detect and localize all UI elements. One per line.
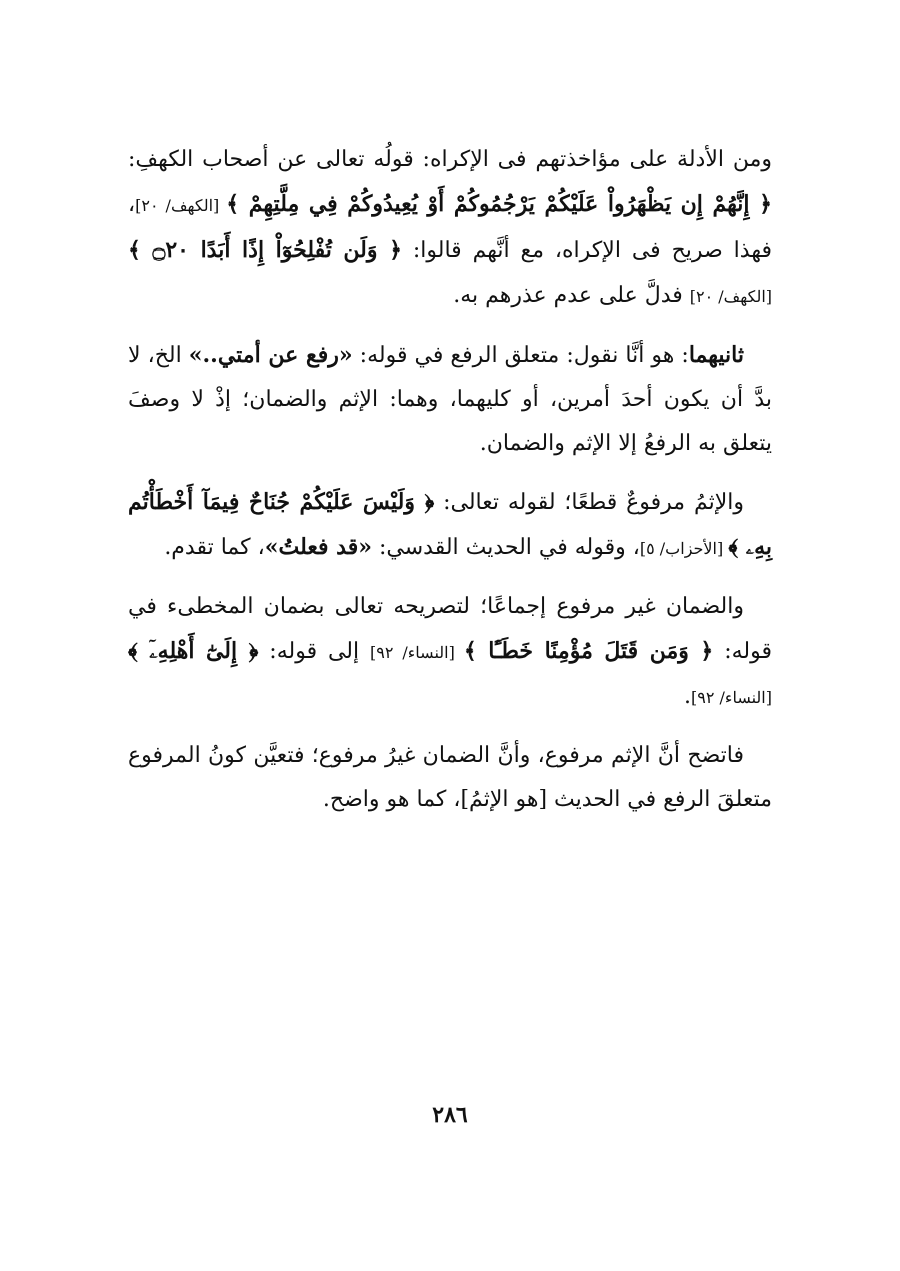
paragraph-5-text-a: فاتضح أنَّ الإثم مرفوع، وأنَّ الضمان غيرُ مرفوع؛ فتعيَّن كونُ المرفوع متعلقَ الرفع في الحديث [هو الإثمُ]، كما هو واضح.: [128, 743, 772, 812]
hadith-quote: «رفع عن أمتي..»: [188, 342, 353, 368]
paragraph-3-text-c: ، كما تقدم.: [164, 535, 265, 560]
page-number: ٢٨٦: [432, 1102, 468, 1128]
paragraph-4-text-b: إلى قوله:: [258, 639, 370, 664]
page-body: [128, 138, 772, 836]
paragraph-1-text-a: ومن الأدلة على مؤاخذتهم فى الإكراه: قولُه تعالى عن أصحاب الكهفِ:: [128, 147, 772, 172]
paragraph-3: [128, 480, 772, 571]
paragraph-4-text-a: والضمان غير مرفوع إجماعًا؛ لتصريحه تعالى بضمان المخطىء في قوله:: [128, 594, 772, 664]
paragraph-3-text-a: والإثمُ مرفوعٌ قطعًا؛ لقوله تعالى:: [434, 490, 744, 515]
paragraph-2-text-a: : هو أنَّا نقول: متعلق الرفع في قوله:: [352, 343, 689, 368]
paragraph-5: [128, 734, 772, 822]
verse-reference: [النساء/ ٩٢]: [691, 688, 772, 707]
paragraph-2-lead: ثانيهما: [688, 342, 744, 368]
quran-verse-ahzab-5: ﴿ وَلَيْسَ عَلَيْكُمْ جُنَاحٌ فِيمَآ أَخْطَأْتُم بِهِۦ ﴾: [128, 489, 772, 560]
quran-verse-nisa-92a: ﴿ وَمَن قَتَلَ مُؤْمِنًا خَطَـًٔا ﴾: [463, 638, 714, 664]
paragraph-4: [128, 585, 772, 720]
verse-reference: [الأحزاب/ ٥]: [639, 539, 729, 558]
paragraph-2-text-b: الخ، لا بدَّ أن يكون أحدَ أمرين، أو كليهما، وهما: الإثم والضمان؛ إذْ لا وصفَ يتعلق به الرفعُ إلا الإثم والضمان.: [128, 343, 772, 456]
paragraph-4-text-c: .: [684, 684, 692, 709]
quran-verse-nisa-92b: ﴿ إِلَىٰٓ أَهْلِهِۦٓ ﴾: [128, 638, 259, 664]
quran-verse-kahf-20a: ﴿ إِنَّهُمْ إِن يَظْهَرُواْ عَلَيْكُمْ يَرْجُمُوكُمْ أَوْ يُعِيدُوكُمْ فِي مِلَّتِهِمْ ﴾: [226, 191, 772, 217]
hadith-quote: «قد فعلتُ»: [264, 534, 372, 560]
verse-reference: [النساء/ ٩٢]: [369, 643, 464, 662]
paragraph-1: [128, 138, 772, 319]
paragraph-2: [128, 333, 772, 466]
verse-reference: [الكهف/ ٢٠]: [689, 287, 772, 306]
verse-reference: [الكهف/ ٢٠]: [135, 196, 227, 215]
paragraph-3-text-b: ، وقوله في الحديث القدسي:: [371, 535, 640, 560]
paragraph-1-text-b: ، فهذا صريح فى الإكراه، مع أنَّهم قالوا:: [128, 192, 772, 263]
quran-verse-kahf-20b: ﴿ وَلَن تُفْلِحُوٓاْ إِذًا أَبَدًا ۝٢٠ ﴾: [128, 237, 402, 263]
paragraph-1-text-c: فدلَّ على عدم عذرهم به.: [453, 283, 690, 308]
